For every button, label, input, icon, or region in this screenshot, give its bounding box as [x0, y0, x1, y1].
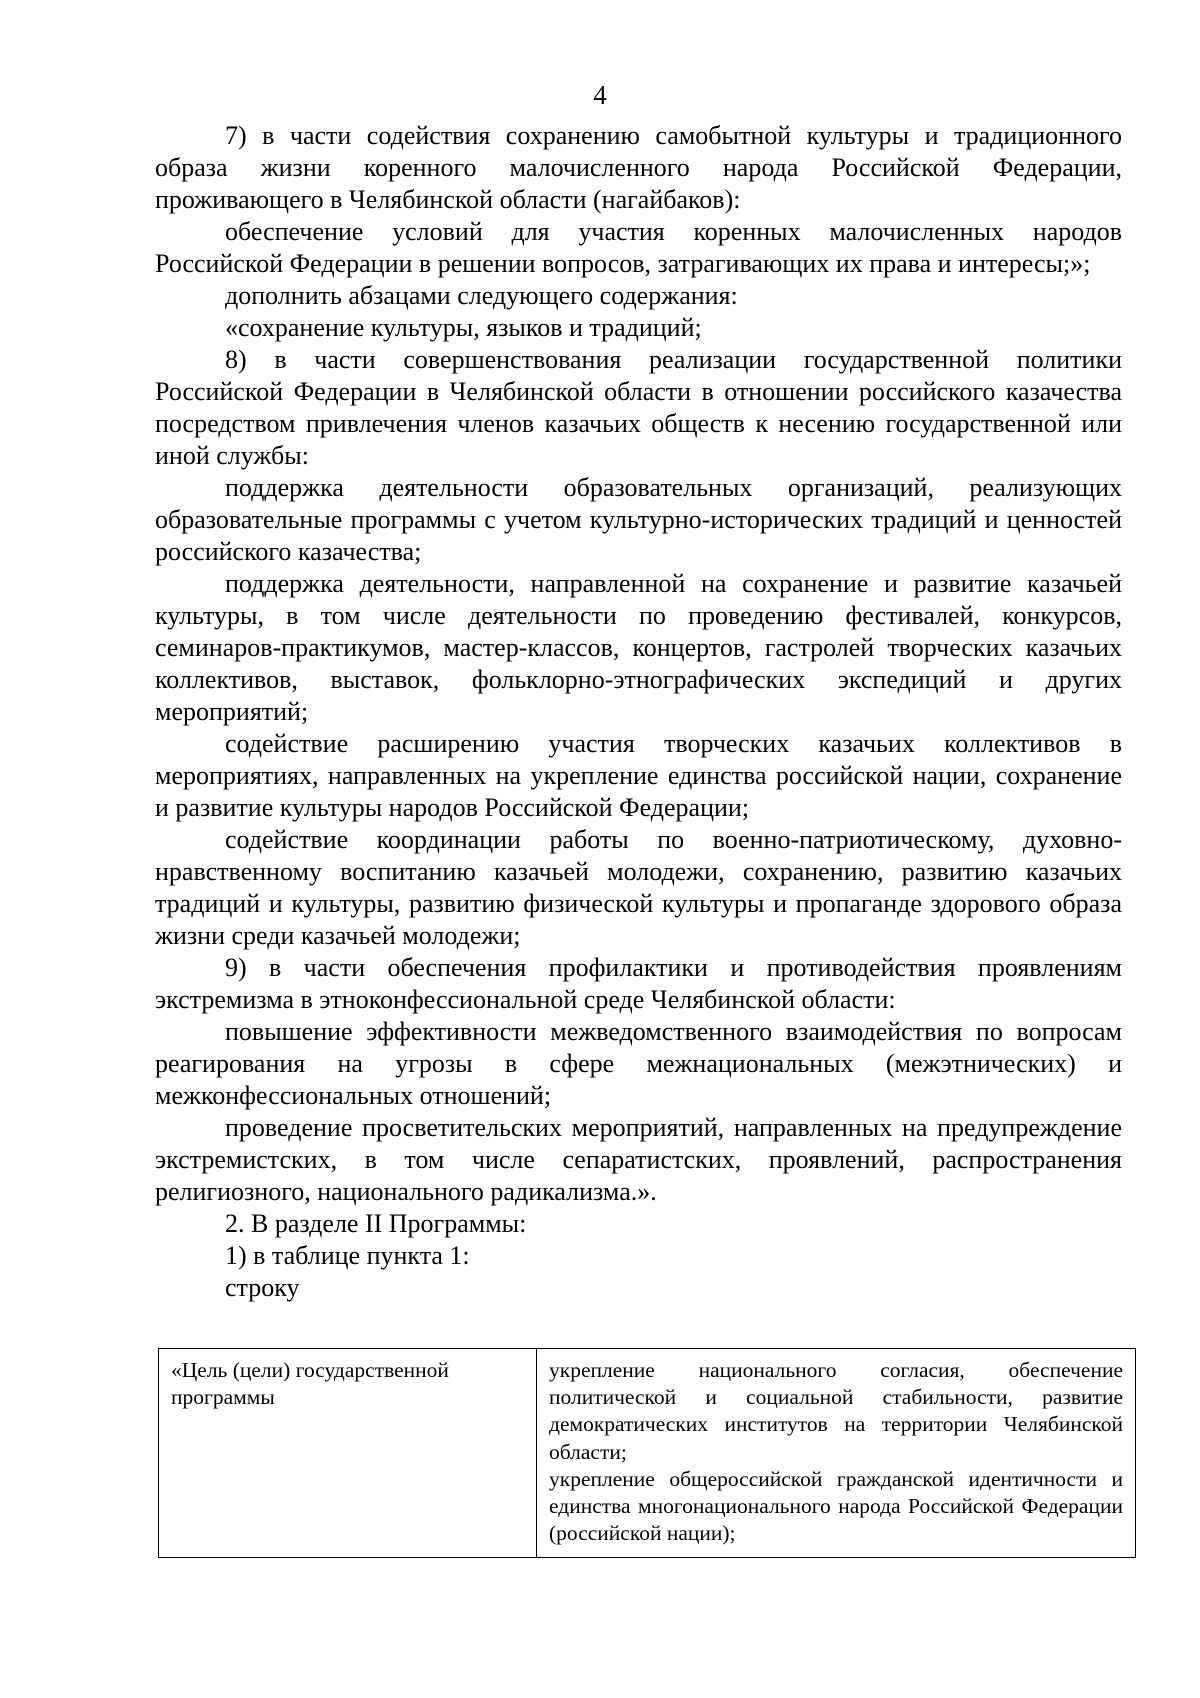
table-row: [159, 1349, 1136, 1558]
goal-table-wrapper: [158, 1348, 1136, 1558]
paragraph: 2. В разделе II Программы:: [225, 1209, 527, 1238]
paragraph: обеспечение условий для участия коренных малочисленных народов Российской Федерации в решении вопросов, затрагивающих их права и интересы;»;: [155, 217, 1122, 278]
goal-line: укрепление общероссийской гражданской идентичности и единства многонационального народа Российской Федерации (российской нации);: [549, 1466, 1123, 1546]
paragraph: проведение просветительских мероприятий, направленных на предупреждение экстремистских, в том числе сепаратистских, проявлений, распространения религиозного, национального радикализма.».: [155, 1113, 1122, 1206]
paragraph: содействие расширению участия творческих казачьих коллективов в мероприятиях, направленных на укрепление единства российской нации, сохранение и развитие культуры народов Российской Федерации;: [155, 729, 1122, 822]
paragraph: поддержка деятельности, направленной на сохранение и развитие казачьей культуры, в том числе деятельности по проведению фестивалей, конкурсов, семинаров-практикумов, мастер-классов, концертов, гастролей творческих казачьих коллективов, выставок, фольклорно-этнографических экспедиций и других мероприятий;: [155, 569, 1122, 726]
paragraph: «сохранение культуры, языков и традиций;: [225, 313, 702, 342]
paragraph: 1) в таблице пункта 1:: [225, 1241, 470, 1270]
paragraph: 8) в части совершенствования реализации государственной политики Российской Федерации в Челябинской области в отношении российского казачества посредством привлечения членов казачьих обществ к несению государственной или иной службы:: [155, 345, 1122, 470]
goal-line: укрепление национального согласия, обеспечение политической и социальной стабильности, развитие демократических институтов на территории Челябинской области;: [549, 1358, 1123, 1464]
paragraph: поддержка деятельности образовательных организаций, реализующих образовательные программы с учетом культурно-исторических традиций и ценностей российского казачества;: [155, 473, 1122, 566]
paragraph: 9) в части обеспечения профилактики и противодействия проявлениям экстремизма в этноконфессиональной среде Челябинской области:: [155, 953, 1122, 1014]
document-body: [155, 120, 1122, 1304]
paragraph: содействие координации работы по военно-патриотическому, духовно-нравственному воспитанию казачьей молодежи, сохранению, развитию казачьих традиций и культуры, развитию физической культуры и пропаганде здорового образа жизни среди казачьей молодежи;: [155, 825, 1122, 950]
paragraph: повышение эффективности межведомственного взаимодействия по вопросам реагирования на угрозы в сфере межнациональных (межэтнических) и межконфессиональных отношений;: [155, 1017, 1122, 1110]
paragraph: 7) в части содействия сохранению самобытной культуры и традиционного образа жизни коренного малочисленного народа Российской Федерации, проживающего в Челябинской области (нагайбаков):: [155, 121, 1122, 214]
page-number: 4: [593, 80, 607, 110]
paragraph: дополнить абзацами следующего содержания:: [225, 281, 738, 310]
paragraph: строку: [225, 1273, 300, 1302]
goal-table: [158, 1348, 1136, 1558]
table-cell-goal-value: [537, 1349, 1136, 1558]
table-cell-goal-label: «Цель (цели) государственной программы: [159, 1349, 537, 1558]
